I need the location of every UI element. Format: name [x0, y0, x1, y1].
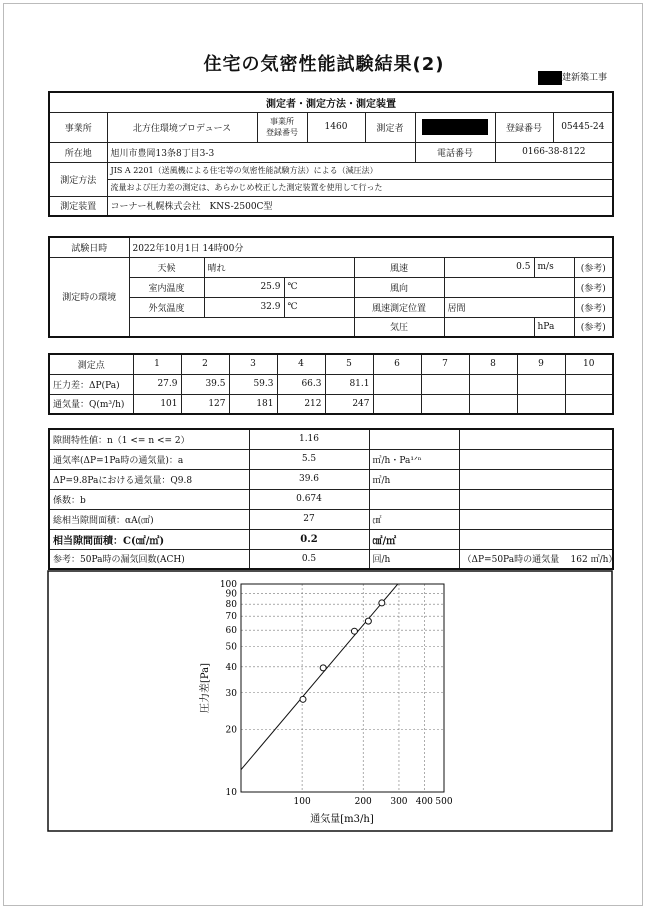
result-row — [49, 529, 613, 549]
result-unit — [369, 429, 459, 449]
result-label: 隙間特性値：n（1 <= n <= 2） — [49, 429, 249, 449]
q-value: 101 — [133, 394, 181, 414]
reg-no-label: 登録番号 — [495, 112, 553, 142]
wind-speed-label: 風速 — [354, 257, 444, 277]
office-value: 北方住環境プロデュース — [107, 112, 257, 142]
result-note — [459, 549, 618, 569]
result-value: 0.674 — [249, 489, 369, 509]
dp-value — [421, 374, 469, 394]
measurer-value — [415, 112, 495, 142]
outdoor-value: 32.9 — [204, 297, 284, 317]
measurer-label: 測定者 — [365, 112, 415, 142]
note-unit: ㎥/h） — [590, 555, 618, 566]
result-label: 通気率(ΔP=1Pa時の通気量)：a — [49, 449, 249, 469]
y-tick-label: 10 — [225, 788, 237, 798]
x-tick-label: 300 — [390, 797, 408, 807]
method-line2: 流量および圧力差の測定は、あらかじめ校正した測定装置を使用して行った — [107, 179, 613, 196]
result-row — [49, 469, 613, 489]
point-number: 1 — [133, 354, 181, 374]
result-unit — [369, 489, 459, 509]
address-value: 旭川市豊岡13条8丁目3-3 — [107, 142, 415, 162]
indoor-unit: ℃ — [284, 277, 354, 297]
result-value: 0.2 — [249, 529, 369, 549]
weather-value: 晴れ — [204, 257, 354, 277]
result-label: ΔP=9.8Paにおける通気量：Q9.8 — [49, 469, 249, 489]
x-tick-label: 200 — [354, 797, 372, 807]
wind-dir-label: 風向 — [354, 277, 444, 297]
section-header: 測定者・測定方法・測定装置 — [49, 92, 613, 112]
indoor-label: 室内温度 — [129, 277, 204, 297]
result-label: 総相当隙間面積：αA(㎠) — [49, 509, 249, 529]
result-value: 27 — [249, 509, 369, 529]
point-number: 9 — [517, 354, 565, 374]
q-value — [565, 394, 613, 414]
result-note — [459, 489, 613, 509]
dp-value — [469, 374, 517, 394]
result-value: 5.5 — [249, 449, 369, 469]
result-unit: ㎥/h — [369, 469, 459, 489]
y-tick-label: 50 — [225, 642, 237, 653]
point-number: 4 — [277, 354, 325, 374]
point-number: 7 — [421, 354, 469, 374]
result-note — [459, 449, 613, 469]
address-label: 所在地 — [49, 142, 107, 162]
x-tick-label: 400 — [415, 797, 433, 807]
q-value — [421, 394, 469, 414]
point-number: 3 — [229, 354, 277, 374]
empty-cell — [129, 317, 354, 337]
section-measurements — [48, 353, 614, 415]
wind-pos-value: 居間 — [444, 297, 574, 317]
result-value: 1.16 — [249, 429, 369, 449]
dp-value: 39.5 — [181, 374, 229, 394]
point-number: 10 — [565, 354, 613, 374]
result-unit: ㎠ — [369, 509, 459, 529]
section-measurer — [48, 91, 614, 217]
result-row — [49, 549, 613, 569]
phone-label: 電話番号 — [415, 142, 495, 162]
phone-value: 0166-38-8122 — [495, 142, 613, 162]
office-reg-label: 事業所 登録番号 — [257, 112, 307, 142]
outdoor-unit: ℃ — [284, 297, 354, 317]
date-label: 試験日時 — [49, 237, 129, 257]
result-label: 係数：b — [49, 489, 249, 509]
result-note — [459, 529, 613, 549]
dp-label: 圧力差：ΔP(Pa) — [49, 374, 133, 394]
point-number: 8 — [469, 354, 517, 374]
points-header: 測定点 — [49, 354, 133, 374]
result-label: 参考：50Pa時の漏気回数(ACH) — [49, 549, 249, 569]
ref-note: (参考) — [574, 297, 613, 317]
outdoor-label: 外気温度 — [129, 297, 204, 317]
office-reg-value: 1460 — [307, 112, 365, 142]
result-value: 0.5 — [249, 549, 369, 569]
q-value: 181 — [229, 394, 277, 414]
result-value: 39.6 — [249, 469, 369, 489]
y-tick-label: 80 — [225, 600, 237, 611]
note-value: 162 — [570, 555, 588, 566]
ref-note: (参考) — [574, 317, 613, 337]
result-unit: 回/h — [369, 549, 459, 569]
y-tick-label: 90 — [225, 589, 237, 600]
point-number: 6 — [373, 354, 421, 374]
result-row — [49, 429, 613, 449]
dp-value: 59.3 — [229, 374, 277, 394]
pressure-value — [444, 317, 534, 337]
weather-label: 天候 — [129, 257, 204, 277]
redacted-block — [538, 71, 562, 85]
ref-note: (参考) — [574, 257, 613, 277]
point-number: 5 — [325, 354, 373, 374]
section-results — [48, 428, 618, 570]
note-label: （ΔP=50Pa時の通気量 — [462, 555, 560, 566]
y-tick-label: 20 — [225, 725, 237, 736]
office-label: 事業所 — [49, 112, 107, 142]
y-tick-label: 100 — [219, 580, 237, 590]
q-value — [469, 394, 517, 414]
wind-speed-value: 0.5 — [444, 257, 534, 277]
result-unit: ㎠/㎡ — [369, 529, 459, 549]
dp-value: 66.3 — [277, 374, 325, 394]
chart-xlabel: 通気量[m3/h] — [310, 814, 374, 825]
pressure-unit: hPa — [534, 317, 574, 337]
dp-value: 81.1 — [325, 374, 373, 394]
q-value: 127 — [181, 394, 229, 414]
q-value — [517, 394, 565, 414]
dp-value — [373, 374, 421, 394]
page-title: 住宅の気密性能試験結果(2) — [203, 54, 445, 75]
q-value — [373, 394, 421, 414]
dp-value — [517, 374, 565, 394]
wind-dir-value — [444, 277, 574, 297]
y-tick-label: 30 — [225, 688, 237, 699]
indoor-value: 25.9 — [204, 277, 284, 297]
result-note — [459, 469, 613, 489]
result-note — [459, 509, 613, 529]
q-value: 212 — [277, 394, 325, 414]
y-tick-label: 40 — [225, 662, 237, 673]
q-label: 通気量：Q(m³/h) — [49, 394, 133, 414]
y-tick-label: 60 — [225, 626, 237, 637]
device-label: 測定装置 — [49, 196, 107, 216]
method-line1: JIS A 2201（送風機による住宅等の気密性能試験方法）による（減圧法） — [107, 162, 613, 179]
result-row — [49, 509, 613, 529]
redacted-block — [422, 119, 488, 135]
q-value: 247 — [325, 394, 373, 414]
company-name — [538, 70, 607, 85]
y-tick-label: 70 — [225, 612, 237, 623]
chart-ylabel: 圧力差[Pa] — [200, 662, 211, 714]
x-tick-label: 100 — [293, 797, 311, 807]
company-suffix: 建新築工事 — [562, 73, 608, 83]
device-value: コーナー札幌株式会社 KNS-2500C型 — [107, 196, 613, 216]
reg-no-value: 05445-24 — [553, 112, 613, 142]
pressure-label: 気圧 — [354, 317, 444, 337]
result-row — [49, 489, 613, 509]
date-value: 2022年10月1日 14時00分 — [129, 237, 613, 257]
x-tick-label: 500 — [435, 797, 453, 807]
result-note — [459, 429, 613, 449]
result-row — [49, 449, 613, 469]
method-label: 測定方法 — [49, 162, 107, 196]
point-number: 2 — [181, 354, 229, 374]
dp-value — [565, 374, 613, 394]
env-label: 測定時の環境 — [49, 257, 129, 337]
dp-value: 27.9 — [133, 374, 181, 394]
section-environment — [48, 236, 614, 338]
result-unit: ㎥/h・Pa¹ᐟⁿ — [369, 449, 459, 469]
result-label: 相当隙間面積：C(㎠/㎡) — [49, 529, 249, 549]
wind-speed-unit: m/s — [534, 257, 574, 277]
wind-pos-label: 風速測定位置 — [354, 297, 444, 317]
ref-note: (参考) — [574, 277, 613, 297]
